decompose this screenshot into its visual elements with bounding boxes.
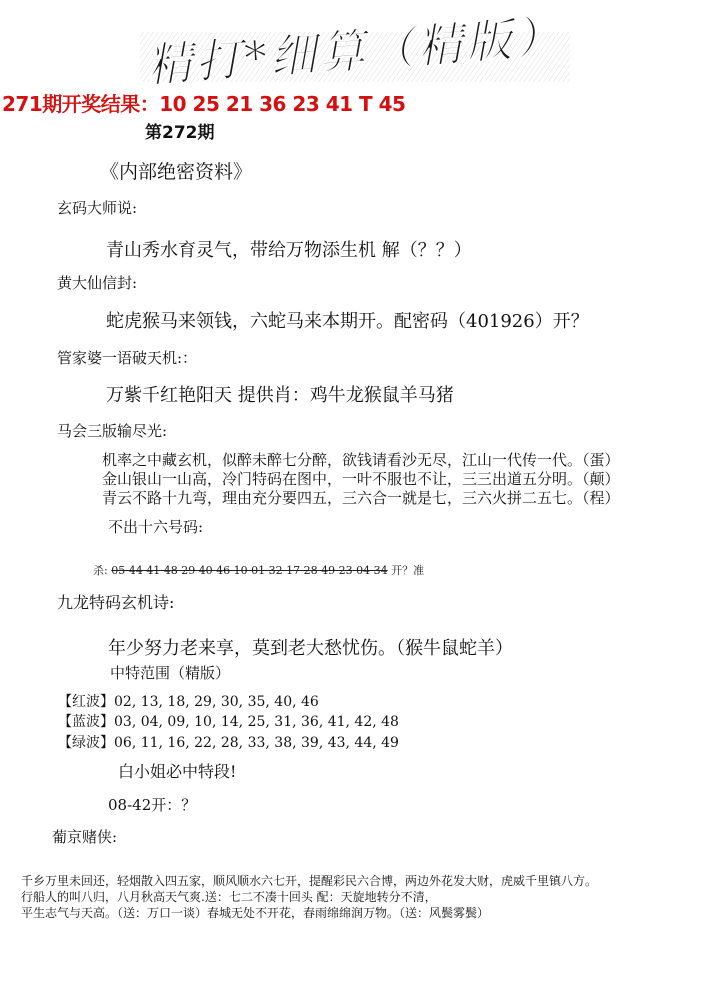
wave-numbers: 03, 04, 09, 10, 14, 25, 31, 36, 41, 42, 48 xyxy=(114,714,399,730)
blue-wave-row xyxy=(58,711,399,731)
footer-line: 行船人的叫八归，八月秋高天气爽.送：七二不凑十回头 配：天旋地转分不清， xyxy=(21,890,437,904)
immortal-text: 蛇虎猴马来领钱，六蛇马来本期开。配密码（401926）开？ xyxy=(106,311,589,332)
banner-text: 精打*细算（精版） xyxy=(144,9,563,93)
wave-numbers: 02, 13, 18, 29, 30, 35, 40, 46 xyxy=(114,694,319,710)
poem-line: 机率之中藏玄机，似醉未醉七分醉，欲钱请看沙无尽，江山一代传一代。（蛋） xyxy=(102,451,620,469)
gambler-label: 葡京赌侠: xyxy=(52,828,118,846)
kill-suffix: 开？准 xyxy=(391,564,425,577)
wave-tag: 【红波】 xyxy=(58,694,114,710)
wave-numbers: 06, 11, 16, 22, 28, 33, 38, 39, 43, 44, 49 xyxy=(114,735,399,751)
no-sixteen-label: 不出十六号码: xyxy=(108,518,204,536)
range-title: 中特范围（精版） xyxy=(110,664,231,682)
master-text: 青山秀水育灵气，带给万物添生机 解（？？） xyxy=(106,240,472,261)
previous-result: 271期开奖结果：10 25 21 36 23 41 T 45 xyxy=(2,92,406,116)
wave-tag: 【绿波】 xyxy=(58,735,114,751)
housekeeper-label: 管家婆一语破天机:： xyxy=(57,349,198,367)
kill-prefix: 杀: xyxy=(93,564,108,577)
issue-number: 第272期 xyxy=(145,123,215,143)
footer-text xyxy=(21,873,597,921)
nine-dragon-label: 九龙特码玄机诗: xyxy=(57,593,175,612)
footer-line: 千乡万里未回还，轻烟散入四五家，顺风顺水六七开，提醒彩民六合博，两边外花发大财，虎威千里镇八方。 xyxy=(21,874,598,888)
banner-graphic xyxy=(140,2,570,94)
green-wave-row xyxy=(58,732,399,752)
master-label: 玄码大师说: xyxy=(57,199,138,217)
macau-label: 马会三版输尽光: xyxy=(57,422,168,440)
poem-line: 金山银山一山高，冷门特码在图中，一叶不服也不让，三三出道五分明。（颠） xyxy=(102,470,620,488)
kill-numbers: 05 44 41 48 29 40 46 10 01 32 17 28 49 23 04 34 xyxy=(111,564,388,577)
header-banner xyxy=(140,2,570,94)
range-open-line: 08-42开：？ xyxy=(108,796,197,814)
kill-numbers-line xyxy=(93,562,424,578)
red-wave-row xyxy=(58,691,319,711)
footer-line: 平生志气与天高。（送：万口一谈）春城无处不开花，春雨绵绵润万物。（送：风鬓雾鬓） xyxy=(21,906,490,920)
nine-dragon-poem: 年少努力老来享，莫到老大愁忧伤。（猴牛鼠蛇羊） xyxy=(108,638,513,659)
housekeeper-text: 万紫千红艳阳天 提供肖：鸡牛龙猴鼠羊马猪 xyxy=(106,385,454,406)
wave-tag: 【蓝波】 xyxy=(58,714,114,730)
miss-bai-line: 白小姐必中特段! xyxy=(118,762,237,781)
immortal-label: 黄大仙信封: xyxy=(57,274,138,292)
document-title: 《内部绝密资料》 xyxy=(100,161,253,183)
macau-poem xyxy=(102,451,620,508)
poem-line: 青云不路十九弯，理由充分要四五，三六合一就是七，三六火拼二五七。（程） xyxy=(102,489,620,507)
